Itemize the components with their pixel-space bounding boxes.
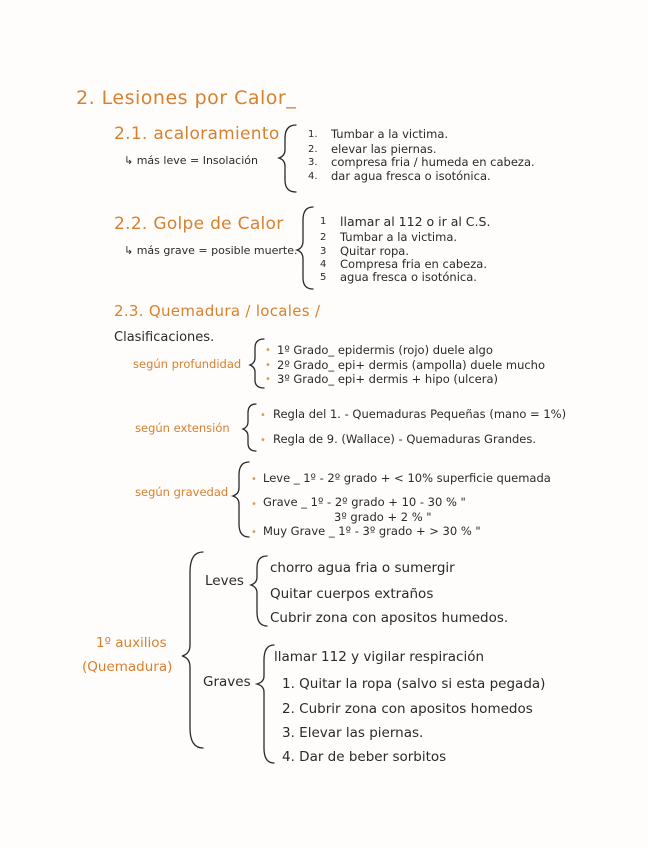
list-item-number: 4 xyxy=(320,259,327,270)
list-item-number: 1 xyxy=(320,216,327,227)
classifications-heading: Clasificaciones. xyxy=(114,330,215,345)
list-item-number: 4. xyxy=(308,171,318,182)
brace-gravedad xyxy=(233,462,249,537)
list-item: Regla del 1. - Quemaduras Pequeñas (mano = 1%) xyxy=(273,407,567,421)
bullet-icon: • xyxy=(251,474,257,485)
list-item: 1º Grado_ epidermis (rojo) duele algo xyxy=(277,343,493,357)
list-item: Tumbar a la victima. xyxy=(331,127,449,141)
section3-heading: 2.3. Quemadura / locales / xyxy=(114,302,321,320)
list-item: Tumbar a la victima. xyxy=(340,230,458,244)
list-item: llamar al 112 o ir al C.S. xyxy=(340,214,491,229)
profundidad-label: según profundidad xyxy=(133,357,242,371)
brace-profundidad xyxy=(250,339,264,388)
list-item-number: 5 xyxy=(320,272,327,283)
bullet-icon: • xyxy=(251,499,257,510)
list-item-number: 3. xyxy=(308,157,318,168)
bullet-icon: • xyxy=(260,410,266,421)
gravedad-grave-line2: 3º grado + 2 % " xyxy=(334,510,432,524)
section2-note: ↳ más grave = posible muerte. xyxy=(124,244,298,257)
list-item-number: 1. xyxy=(308,129,318,140)
list-item: Compresa fria en cabeza. xyxy=(340,257,487,271)
list-item: elevar las piernas. xyxy=(331,142,437,156)
bullet-icon: • xyxy=(265,360,271,371)
list-item: 1. Quitar la ropa (salvo si esta pegada) xyxy=(282,676,546,692)
section1-note: ↳ más leve = Insolación xyxy=(124,154,258,167)
list-item: dar agua fresca o isotónica. xyxy=(331,169,491,183)
brace-leves xyxy=(251,556,267,626)
bullet-icon: • xyxy=(265,374,271,385)
brace-first-aid xyxy=(182,552,203,748)
list-item-number: 2 xyxy=(320,232,327,243)
list-item: 4. Dar de beber sorbitos xyxy=(282,749,447,765)
gravedad-grave: Grave _ 1º - 2º grado + 10 - 30 % " xyxy=(263,495,466,509)
extension-label: según extensión xyxy=(135,421,230,435)
brace-section2 xyxy=(297,207,313,289)
first-aid-sublabel: (Quemadura) xyxy=(82,659,173,675)
list-item: 2º Grado_ epi+ dermis (ampolla) duele mucho xyxy=(277,358,546,372)
list-item-number: 2. xyxy=(308,144,318,155)
brace-extension xyxy=(243,404,256,451)
list-item: chorro agua fria o sumergir xyxy=(270,560,455,576)
list-item: Quitar ropa. xyxy=(340,244,409,258)
bullet-icon: • xyxy=(260,435,266,446)
bullet-icon: • xyxy=(265,345,271,356)
list-item: Regla de 9. (Wallace) - Quemaduras Grandes. xyxy=(273,432,537,446)
bullet-icon: • xyxy=(251,527,257,538)
list-item: Cubrir zona con apositos humedos. xyxy=(270,610,509,626)
section1-heading: 2.1. acaloramiento xyxy=(114,124,280,144)
gravedad-muy-grave: Muy Grave _ 1º - 3º grado + > 30 % " xyxy=(263,524,481,538)
list-item: compresa fria / humeda en cabeza. xyxy=(331,155,535,169)
list-item-number: 3 xyxy=(320,246,327,257)
gravedad-leve: Leve _ 1º - 2º grado + < 10% superficie quemada xyxy=(263,471,551,485)
leves-label: Leves xyxy=(205,573,244,589)
list-item: agua fresca o isotónica. xyxy=(340,270,477,284)
graves-label: Graves xyxy=(203,674,251,690)
list-item: Quitar cuerpos extraños xyxy=(270,586,434,602)
list-item: 3º Grado_ epi+ dermis + hipo (ulcera) xyxy=(277,372,499,386)
section2-heading: 2.2. Golpe de Calor xyxy=(114,214,284,234)
brace-section1 xyxy=(279,125,296,192)
brace-graves xyxy=(257,645,274,763)
list-item: 3. Elevar las piernas. xyxy=(282,725,424,741)
first-aid-label: 1º auxilios xyxy=(96,635,167,651)
gravedad-label: según gravedad xyxy=(135,485,229,499)
page-title: 2. Lesiones por Calor_ xyxy=(76,87,297,109)
list-item: llamar 112 y vigilar respiración xyxy=(274,649,485,665)
list-item: 2. Cubrir zona con apositos homedos xyxy=(282,701,533,717)
